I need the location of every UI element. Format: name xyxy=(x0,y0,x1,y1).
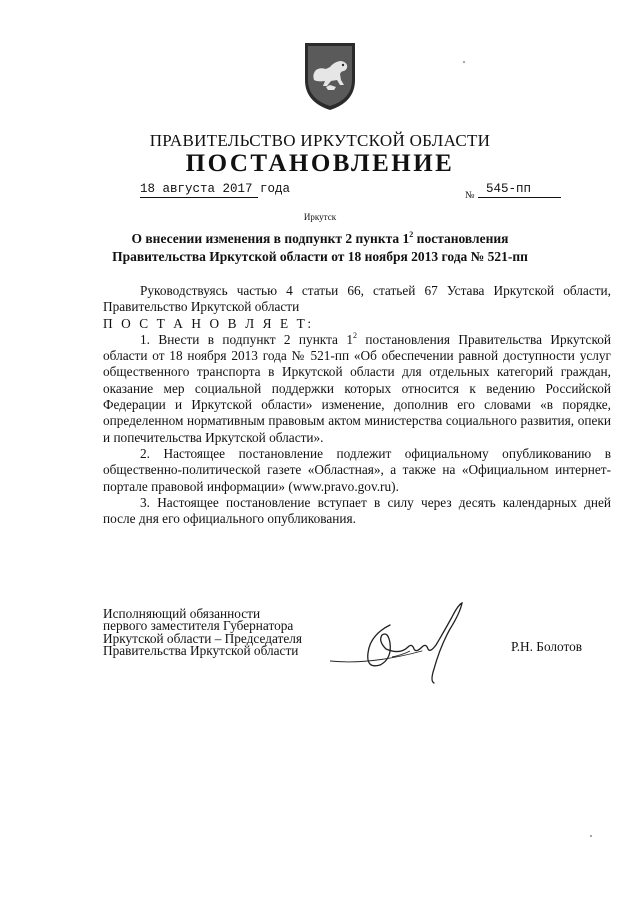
document-subject xyxy=(100,230,540,266)
item-2-paragraph: 2. Настоящее постановление подлежит официальному опубликованию в общественно-политической газете «Областная», а также на «Официальном интернет-портале правовой информации» (www.pravo.gov.ru). xyxy=(103,445,611,494)
document-body xyxy=(103,283,611,527)
handwritten-signature-icon xyxy=(330,595,480,695)
item1-pre: 1. Внести в подпункт 2 пункта 1 xyxy=(140,331,353,347)
subject-line2: Правительства Иркутской области от 18 ноября 2013 года № 521-пп xyxy=(112,249,528,264)
item1-post: постановления Правительства Иркутской области от 18 ноября 2013 года № 521-пп «Об обеспечении равной доступности услуг общественного транспорта в Иркутской области для отдельных категорий граждан, оказание мер социальной поддержки которых относится к ведению Российской Федерации и Иркутской области» изменение, дополнив его словами «в порядке, определенном нормативным правовым актом министерства социального развития, опеки и попечительства Иркутской области». xyxy=(103,331,611,445)
scan-speck xyxy=(590,835,592,837)
subject-line1-post: постановления xyxy=(413,231,509,246)
preamble-paragraph: Руководствуясь частью 4 статьи 66, статьей 67 Устава Иркутской области, Правительство Иркутской области xyxy=(103,283,611,315)
decree-word: П О С Т А Н О В Л Я Е Т: xyxy=(103,315,314,331)
city-name: Иркутск xyxy=(303,212,337,222)
subject-line1-sup: 2 xyxy=(409,230,414,239)
signer-position-line: Иркутской области – Председателя xyxy=(103,630,302,646)
document-date: 18 августа 2017 года xyxy=(140,182,291,196)
item-1-paragraph xyxy=(103,332,611,446)
document-number: 545-пп xyxy=(478,182,561,198)
signer-name: Р.Н. Болотов xyxy=(511,639,583,654)
signer-position-line: Правительства Иркутской области xyxy=(103,642,299,658)
signer-position-line: Исполняющий обязанности xyxy=(103,606,261,621)
government-title: ПРАВИТЕЛЬСТВО ИРКУТСКОЙ ОБЛАСТИ xyxy=(149,131,491,150)
scan-speck xyxy=(463,61,465,63)
signer-position-line: первого заместителя Губернатора xyxy=(103,618,294,634)
subject-line1-pre: О внесении изменения в подпункт 2 пункта 1 xyxy=(131,231,410,246)
item1-sup: 2 xyxy=(352,330,357,340)
coat-of-arms-icon xyxy=(300,40,360,112)
document-type-title: ПОСТАНОВЛЕНИЕ xyxy=(185,150,455,177)
signer-position xyxy=(103,608,343,657)
number-sign: № xyxy=(465,190,475,201)
item-3-paragraph: 3. Настоящее постановление вступает в силу через десять календарных дней после дня его официального опубликования. xyxy=(103,494,611,527)
